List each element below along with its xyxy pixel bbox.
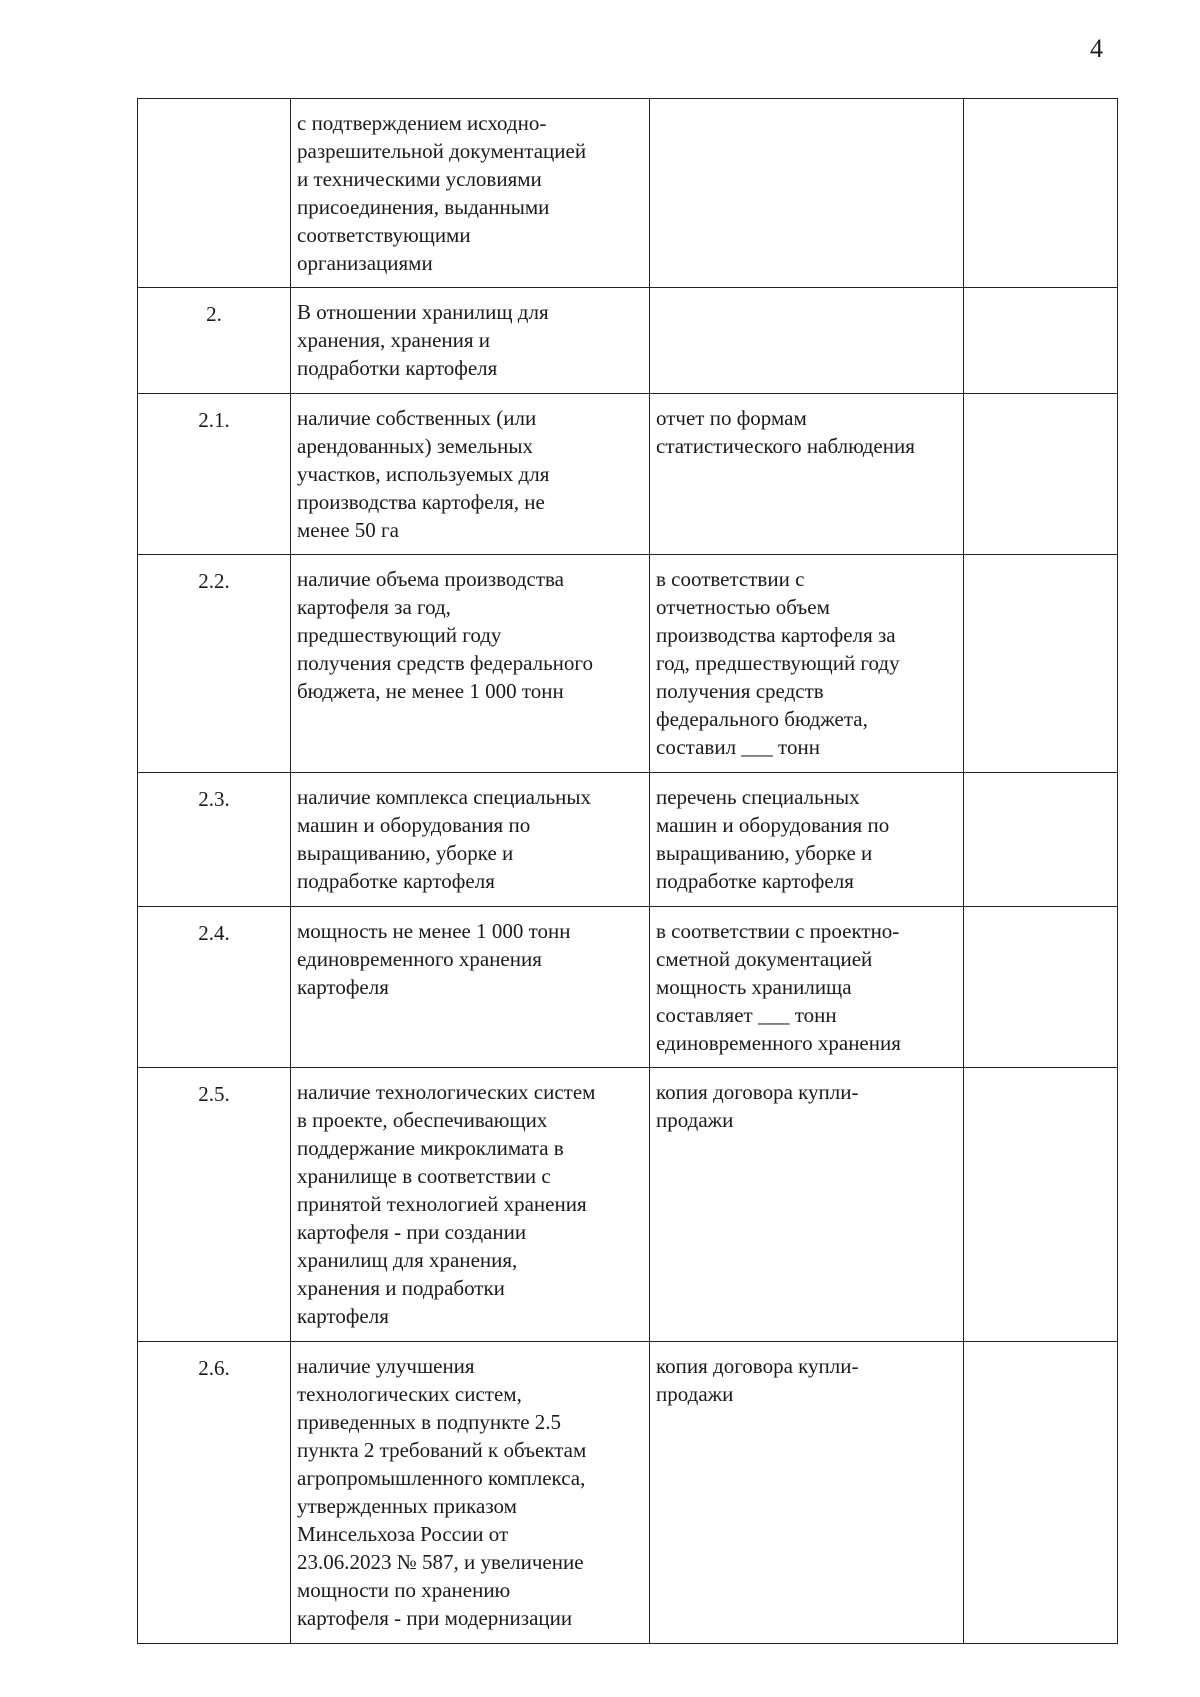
confirmation-cell: в соответствии с проектно- сметной документацией мощность хранилища составляет ___ тонн единовременного хранения <box>650 907 964 1068</box>
confirmation-cell: в соответствии с отчетностью объем производства картофеля за год, предшествующий году получения средств федерального бюджета, составил ___ тонн <box>650 555 964 773</box>
requirement-cell: наличие улучшения технологических систем, приведенных в подпункте 2.5 пункта 2 требований к объектам агропромышленного комплекса, утвержденных приказом Минсельхоза России от 23.06.2023 № 587, и увеличение мощности по хранению картофеля - при модернизации <box>291 1342 650 1644</box>
requirements-table <box>137 98 1118 1644</box>
row-number-cell <box>138 99 291 288</box>
note-cell <box>964 1342 1118 1644</box>
table-row <box>138 555 1118 773</box>
table-row <box>138 907 1118 1068</box>
row-number-cell: 2.6. <box>138 1342 291 1644</box>
confirmation-cell: перечень специальных машин и оборудования по выращиванию, уборке и подработке картофеля <box>650 773 964 907</box>
note-cell <box>964 907 1118 1068</box>
requirement-cell: В отношении хранилищ для хранения, хранения и подработки картофеля <box>291 288 650 394</box>
table-row <box>138 99 1118 288</box>
confirmation-cell <box>650 288 964 394</box>
row-number-cell: 2.1. <box>138 394 291 555</box>
confirmation-cell: отчет по формам статистического наблюдения <box>650 394 964 555</box>
requirement-cell: наличие технологических систем в проекте, обеспечивающих поддержание микроклимата в хранилище в соответствии с принятой технологией хранения картофеля - при создании хранилищ для хранения, хранения и подработки картофеля <box>291 1068 650 1342</box>
confirmation-cell <box>650 99 964 288</box>
page-number: 4 <box>1090 34 1103 63</box>
note-cell <box>964 555 1118 773</box>
note-cell <box>964 394 1118 555</box>
requirement-cell: мощность не менее 1 000 тонн единовременного хранения картофеля <box>291 907 650 1068</box>
table-row <box>138 1342 1118 1644</box>
note-cell <box>964 288 1118 394</box>
row-number-cell: 2.5. <box>138 1068 291 1342</box>
confirmation-cell: копия договора купли- продажи <box>650 1342 964 1644</box>
row-number-cell: 2.2. <box>138 555 291 773</box>
confirmation-cell: копия договора купли- продажи <box>650 1068 964 1342</box>
note-cell <box>964 99 1118 288</box>
note-cell <box>964 773 1118 907</box>
requirement-cell: с подтверждением исходно- разрешительной документацией и техническими условиями присоединения, выданными соответствующими организациями <box>291 99 650 288</box>
requirement-cell: наличие комплекса специальных машин и оборудования по выращиванию, уборке и подработке картофеля <box>291 773 650 907</box>
table-row <box>138 1068 1118 1342</box>
table-row <box>138 394 1118 555</box>
table-row <box>138 288 1118 394</box>
row-number-cell: 2.4. <box>138 907 291 1068</box>
row-number-cell: 2. <box>138 288 291 394</box>
note-cell <box>964 1068 1118 1342</box>
table-row <box>138 773 1118 907</box>
requirement-cell: наличие собственных (или арендованных) земельных участков, используемых для производства картофеля, не менее 50 га <box>291 394 650 555</box>
requirement-cell: наличие объема производства картофеля за год, предшествующий году получения средств федерального бюджета, не менее 1 000 тонн <box>291 555 650 773</box>
row-number-cell: 2.3. <box>138 773 291 907</box>
